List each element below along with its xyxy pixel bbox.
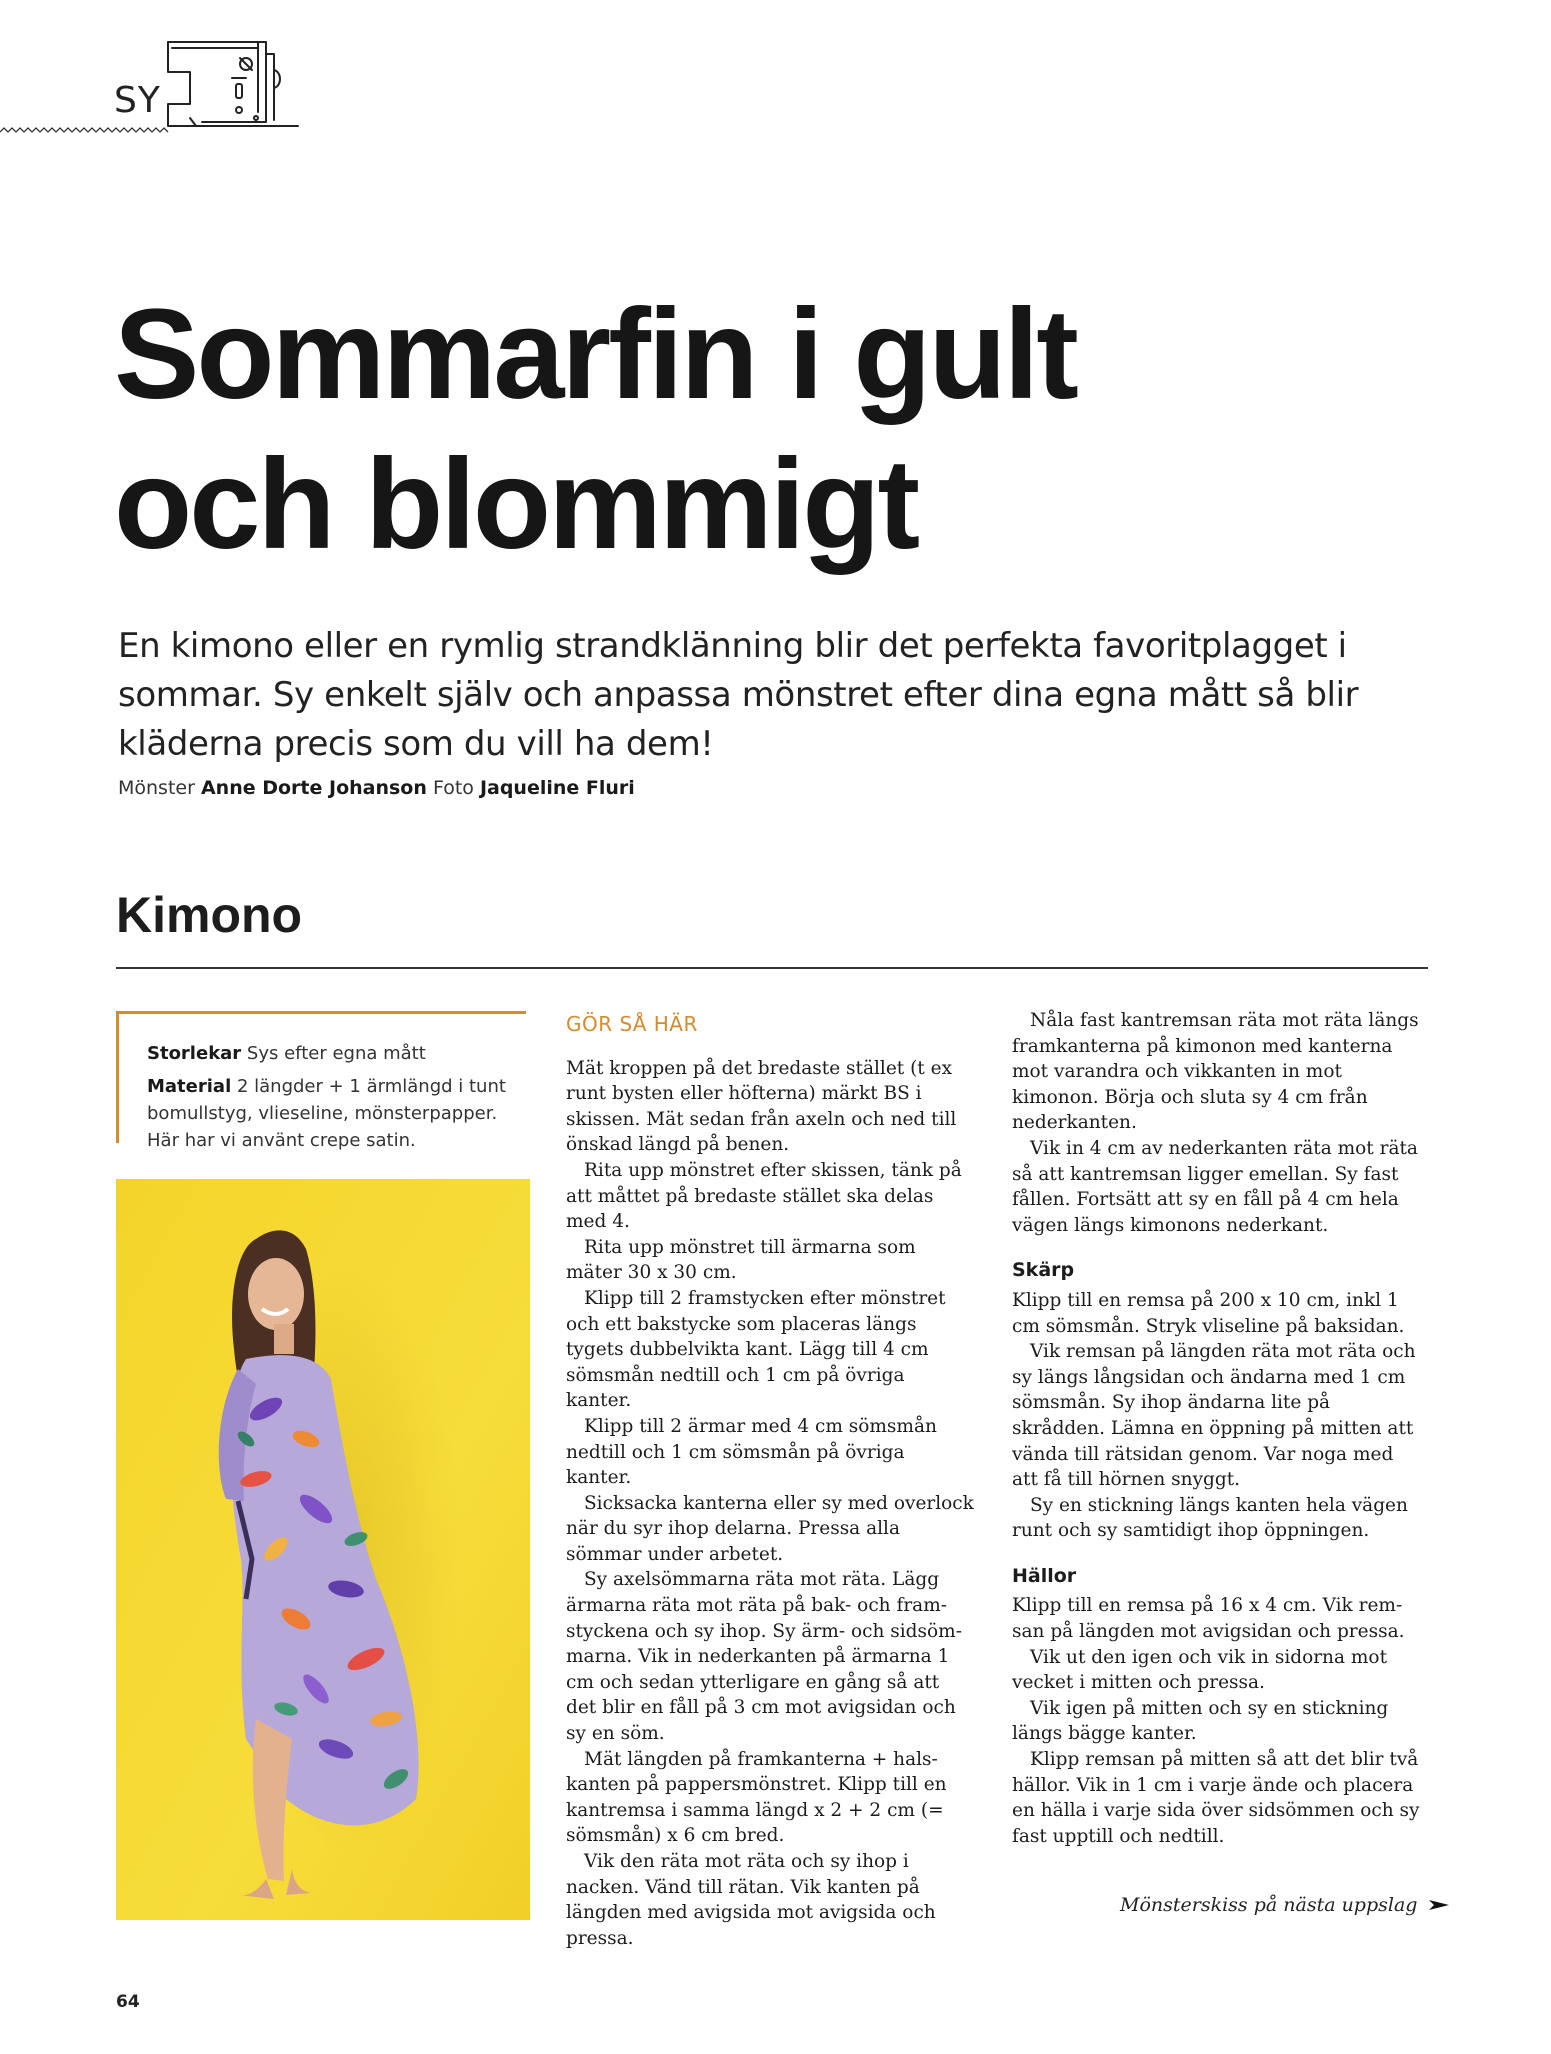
instruction-paragraph: Sicksacka kanterna eller sy med overlock när du syr ihop delarna. Pressa alla sömmar under arbetet. xyxy=(566,1492,974,1565)
section-label: SY xyxy=(114,80,161,121)
section-title: Kimono xyxy=(116,887,303,943)
material-label: Material xyxy=(147,1076,232,1097)
instructions-heading: GÖR SÅ HÄR xyxy=(566,1012,698,1036)
instruction-paragraph: Sy axelsömmarna räta mot räta. Lägg ärmarna räta mot räta på bak- och framstyckena och sy ihop. Sy ärm- och sidsömmarna. Vik in nederkanten på ärmarna 1 cm och sedan ytterligare en gång så att det blir en fåll på 3 cm mot avigsidan och sy en söm. xyxy=(566,1569,962,1745)
sewing-machine-icon xyxy=(162,34,302,134)
pattern-label: Mönster xyxy=(118,777,195,799)
instruction-paragraph: Mät kroppen på det bredaste stället (t ex runt bysten eller höfterna) märkt BS i skissen. Mät sedan från axeln och ned till önskad längd på benen. xyxy=(566,1057,957,1156)
continued-note-text: Mönsterskiss på nästa uppslag xyxy=(1120,1894,1418,1916)
instruction-paragraph: Nåla fast kantremsan räta mot räta längs framkanterna på kimonon med kanterna mot varandra och vikkanten in mot kimonon. Börja och sluta sy 4 cm från nederkanten. xyxy=(1012,1010,1419,1134)
article-credits xyxy=(118,777,635,799)
instruction-paragraph: Rita upp mönstret till ärmarna som mäter 30 x 30 cm. xyxy=(566,1236,916,1284)
instructions-column xyxy=(566,1012,974,1951)
arrow-right-icon xyxy=(1428,1897,1450,1913)
instruction-paragraph: Rita upp mönstret efter skissen, tänk på att måttet på bredaste stället ska delas med 4. xyxy=(566,1159,962,1233)
sizes-line xyxy=(147,1040,526,1067)
page-number: 64 xyxy=(116,1992,140,2012)
hallor-paragraph: Klipp till en remsa på 16 x 4 cm. Vik remsan på längden mot avigsidan och pressa. xyxy=(1012,1595,1405,1643)
article-lead: En kimono eller en rymlig strandklänning blir det perfekta favoritplagget i sommar. Sy enkelt själv och anpassa mönstret efter dina egna mått så blir kläderna precis som du vill ha dem! xyxy=(118,626,1359,764)
materials-box xyxy=(116,1011,526,1151)
kimono-photo xyxy=(116,1179,530,1920)
section-divider xyxy=(116,967,1428,969)
hallor-heading: Hällor xyxy=(1012,1564,1077,1587)
pattern-author: Anne Dorte Johanson xyxy=(200,777,427,799)
sizes-value: Sys efter egna mått xyxy=(246,1043,426,1064)
skarp-heading: Skärp xyxy=(1012,1259,1075,1282)
hallor-paragraph: Vik ut den igen och vik in sidorna mot vecket i mitten och pressa. xyxy=(1012,1646,1388,1694)
instructions-column-2 xyxy=(1012,1008,1422,1849)
sizes-label: Storlekar xyxy=(147,1043,242,1064)
hallor-paragraph: Vik igen på mitten och sy en stickning längs bägge kanter. xyxy=(1012,1697,1389,1745)
photo-label: Foto xyxy=(432,777,474,799)
article-title xyxy=(114,280,1414,580)
photo-author: Jaqueline Fluri xyxy=(479,777,635,799)
instruction-paragraph: Mät längden på framkanterna + halskanten på pappersmönstret. Klipp till en kantremsa i samma längd x 2 + 2 cm (= sömsmån) x 6 cm bred. xyxy=(566,1748,947,1847)
material-line xyxy=(147,1073,526,1154)
article-title-line1: Sommarfin i gult xyxy=(114,283,1076,426)
skarp-paragraph: Klipp till en remsa på 200 x 10 cm, inkl 1 cm sömsmån. Stryk vliseline på baksidan. xyxy=(1012,1289,1405,1337)
article-title-line2: och blommigt xyxy=(114,433,918,576)
zigzag-stitch-decoration xyxy=(0,126,170,138)
material-value: 2 längder + 1 ärmlängd i tunt bomullstyg, vlieseline, mönsterpapper. Här har vi använt crepe satin. xyxy=(147,1076,506,1151)
continued-note xyxy=(1120,1894,1450,1916)
skarp-paragraph: Sy en stickning längs kanten hela vägen runt och sy samtidigt ihop öppningen. xyxy=(1012,1494,1408,1542)
instruction-paragraph: Vik den räta mot räta och sy ihop i nacken. Vänd till rätan. Vik kanten på längden med avigsida mot avigsida och pressa. xyxy=(566,1851,936,1949)
skarp-paragraph: Vik remsan på längden räta mot räta och sy längs långsidan och ändarna med 1 cm sömsmån. Sy ihop ändarna lite på skrådden. Lämna en öppning på mitten att vända till rätsidan genom. Var noga med att få till hörnen snyggt. xyxy=(1012,1341,1416,1491)
hallor-paragraph: Klipp remsan på mitten så att det blir två hällor. Vik in 1 cm i varje ände och placera en hälla i varje sida över sidsömmen och sy fast upptill och nedtill. xyxy=(1012,1749,1420,1847)
instruction-paragraph: Vik in 4 cm av nederkanten räta mot räta så att kantremsan ligger emellan. Sy fast fållen. Fortsätt att sy en fåll på 4 cm hela vägen längs kimonons nederkant. xyxy=(1012,1137,1418,1236)
instruction-paragraph: Klipp till 2 ärmar med 4 cm sömsmån nedtill och 1 cm sömsmån på övriga kanter. xyxy=(566,1415,937,1489)
instruction-paragraph: Klipp till 2 framstycken efter mönstret och ett bakstycke som placeras längs tygets dubbelvikta kant. Lägg till 4 cm sömsmån nedtill och 1 cm på övriga kanter. xyxy=(566,1287,946,1412)
